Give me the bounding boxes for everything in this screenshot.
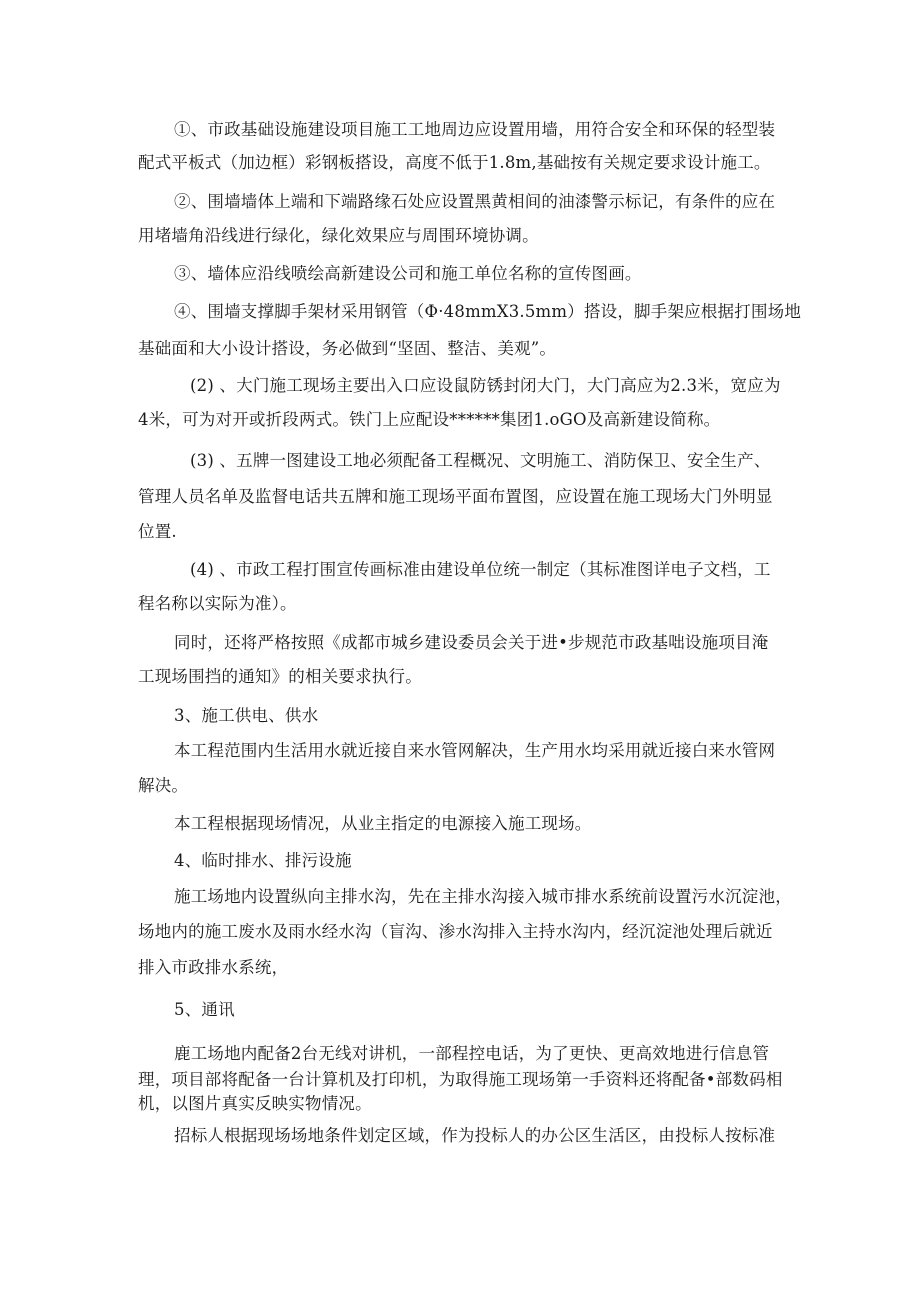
text-line: ④、围墙支撑脚手架材采用钢管（Φ·48mmX3.5mm）搭设，脚手架应根据打围场地 [174, 302, 802, 321]
text-line: 管理人员名单及监督电话共五牌和施工现场平面布置图，应设置在施工现场大门外明显 [138, 487, 773, 506]
text-line: 施工场地内设置纵向主排水沟，先在主排水沟接入城市排水系统前设置污水沉淀池， [174, 887, 792, 906]
text-line: 程名称以实际为准）。 [138, 594, 297, 613]
text-line: ③、墙体应沿线喷绘高新建设公司和施工单位名称的宣传图画。 [174, 264, 642, 283]
text-line: 工现场围挡的通知》的相关要求执行。 [138, 667, 422, 686]
text-line: 配式平板式（加边框）彩钢板搭设，高度不低于1.8m,基础按有关规定要求设计施工。 [138, 153, 771, 172]
text-line: 理，项目部将配备一台计算机及打印机，为取得施工现场第一手资料还将配备•部数码相 [138, 1070, 783, 1089]
section-heading: 5、通讯 [174, 1000, 235, 1019]
text-line: ②、围墙墙体上端和下端路缘石处应设置黑黄相间的油漆警示标记，有条件的应在 [174, 192, 776, 211]
text-line: ①、市政基础设施建设项目施工工地周边应设置用墙，用符合安全和环保的轻型装 [174, 120, 776, 139]
text-line: 位置. [138, 522, 177, 541]
section-heading: 3、施工供电、供水 [174, 706, 319, 725]
text-line: 同时，还将严格按照《成都市城乡建设委员会关于进•步规范市政基咄设施项目淹 [174, 633, 769, 652]
text-line: 本工程范围内生活用水就近接自来水管网解决，生产用水均采用就近接白来水管网 [174, 741, 776, 760]
text-line: 本工程根据现场情况，从业主指定的电源接入施工现场。 [174, 814, 592, 833]
text-line: 场地内的施工废水及雨水经水沟（盲沟、渗水沟排入主持水沟内，经沉淀池处理后就近 [138, 922, 773, 941]
text-line: (3) 、五牌一图建设工地必须配备工程概况、文明施工、消防保卫、安全生产、 [190, 451, 771, 470]
text-line: (2) 、大门施工现场主要出入口应设鼠防锈封闭大门，大门高应为2.3米，宽应为 [190, 376, 781, 395]
section-heading: 4、临时排水、排污设施 [174, 851, 352, 870]
text-line: 解决。 [138, 776, 189, 795]
text-line: 排入市政排水系统， [138, 958, 289, 977]
text-line: 鹿工场地内配备2台无线对讲机，一部程控电话，为了更快、更高效地进行信息管 [174, 1044, 770, 1063]
text-line: 机，以图片真实反映实物情况。 [138, 1094, 372, 1113]
text-line: 4米，可为对开或折段两式。铁门上应配设******集团1.oGO及高新建设简称。 [138, 410, 721, 429]
text-line: 用堵墙角沿线进行绿化，绿化效果应与周围环境协调。 [138, 226, 539, 245]
text-line: 招标人根据现场场地条件划定区域，作为投标人的办公区生活区，由投标人按标准 [174, 1126, 776, 1145]
text-line: 基础面和大小设计搭设，务必做到“坚固、整洁、美观”。 [138, 339, 557, 358]
text-line: (4) 、市政工程打围宣传画标准由建设单位统一制定（其标准图详电子文档，工 [190, 560, 771, 579]
